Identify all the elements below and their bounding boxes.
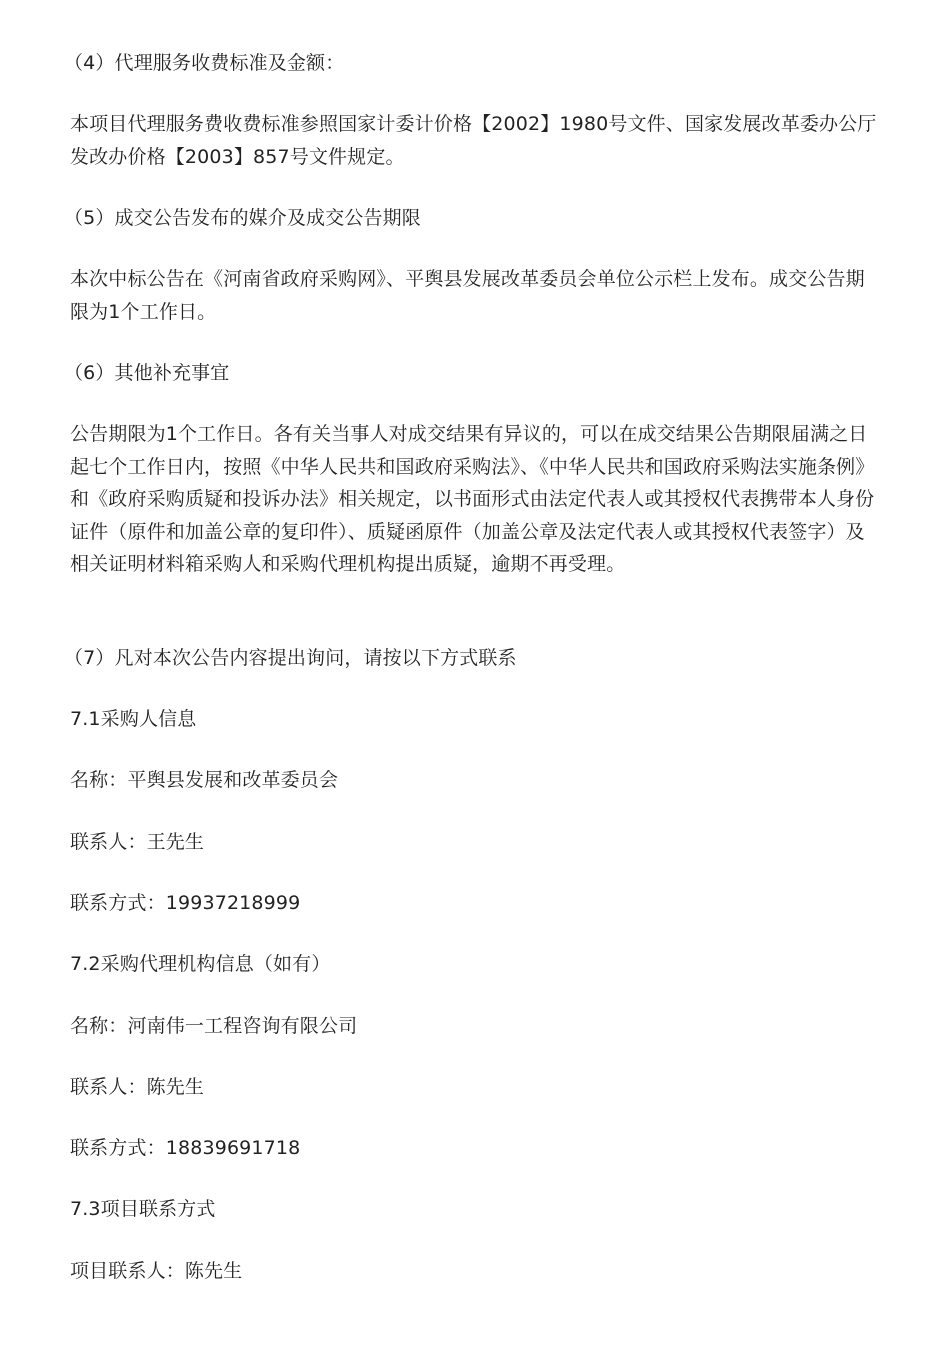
project-contact-person: 项目联系人：陈先生 [70,1260,243,1282]
agency-info-heading: 7.2采购代理机构信息（如有） [70,953,331,975]
other-matters-text: 公告期限为1个工作日。各有关当事人对成交结果有异议的，可以在成交结果公告期限届满之日起七个工作日内，按照《中华人民共和国政府采购法》、《中华人民共和国政府采购法实施条例》和《政府采购质疑和投诉办法》相关规定，以书面形式由法定代表人或其授权代表携带本人身份证件（原件和加盖公章的复印件）、质疑函原件（加盖公章及法定代表人或其授权代表签字）及相关证明材料箱采购人和采购代理机构提出质疑，逾期不再受理。 [70,423,875,575]
agency-contact-person: 联系人：陈先生 [70,1076,205,1098]
purchaser-phone: 联系方式：19937218999 [70,892,301,914]
purchaser-contact-person: 联系人：王先生 [70,831,205,853]
section-heading-other-matters: （6）其他补充事宜 [64,362,230,384]
project-contact-heading: 7.3项目联系方式 [70,1198,216,1220]
purchaser-info-heading: 7.1采购人信息 [70,708,197,730]
section-heading-contact: （7）凡对本次公告内容提出询问，请按以下方式联系 [64,647,517,669]
fee-standard-text: 本项目代理服务费收费标准参照国家计委计价格【2002】1980号文件、国家发展改革委办公厅发改办价格【2003】857号文件规定。 [70,113,877,168]
announcement-media-text: 本次中标公告在《河南省政府采购网》、平舆县发展改革委员会单位公示栏上发布。成交公告期限为1个工作日。 [70,268,865,323]
purchaser-name: 名称：平舆县发展和改革委员会 [70,769,339,791]
agency-phone: 联系方式：18839691718 [70,1137,301,1159]
agency-name: 名称：河南伟一工程咨询有限公司 [70,1015,358,1037]
section-heading-announcement-media: （5）成交公告发布的媒介及成交公告期限 [64,207,421,229]
section-heading-fee-standard: （4）代理服务收费标准及金额： [64,52,345,74]
